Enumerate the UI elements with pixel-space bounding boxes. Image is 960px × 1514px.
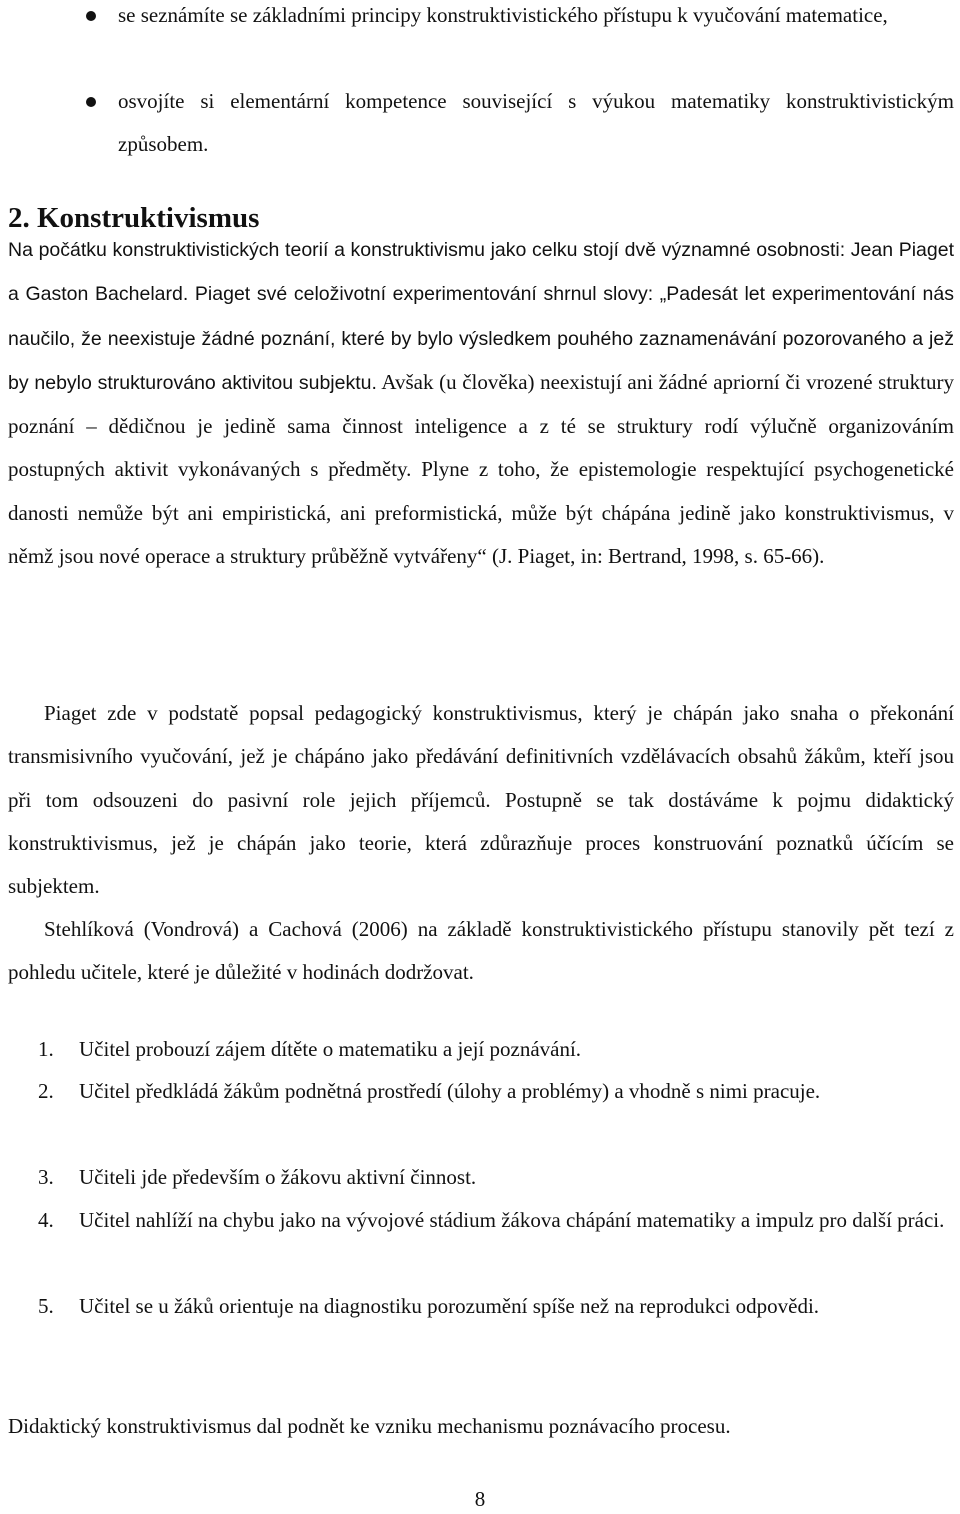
list-number: 4. bbox=[38, 1208, 54, 1232]
closing-sentence: Didaktický konstruktivismus dal podnět ke vzniku mechanismu poznávacího procesu. bbox=[8, 1414, 731, 1438]
paragraph-intro bbox=[8, 228, 954, 578]
list-item: Učitel nahlíží na chybu jako na vývojové stádium žákova chápání matematiky a impulz pro další práci. bbox=[79, 1208, 945, 1232]
list-number: 5. bbox=[38, 1294, 54, 1318]
paragraph-theses-intro: Stehlíková (Vondrová) a Cachová (2006) na základě konstruktivistického přístupu stanovily pět tezí z pohledu učitele, které je důležité v hodinách dodržovat. bbox=[8, 917, 954, 985]
list-item: Učitel se u žáků orientuje na diagnostiku porozumění spíše než na reprodukci odpovědi. bbox=[79, 1294, 820, 1318]
bullet-icon bbox=[86, 11, 96, 21]
list-item: osvojíte si elementární kompetence související s výukou matematiky konstruktivistickým způsobem. bbox=[118, 89, 954, 156]
list-item: Učitel probouzí zájem dítěte o matematiku a její poznávání. bbox=[79, 1037, 582, 1061]
list-item: Učiteli jde především o žákovu aktivní činnost. bbox=[79, 1165, 477, 1189]
list-item: Učitel předkládá žákům podnětná prostředí (úlohy a problémy) a vhodně s nimi pracuje. bbox=[79, 1079, 821, 1103]
list-number: 1. bbox=[38, 1037, 54, 1061]
page-number: 8 bbox=[474, 1487, 486, 1511]
section-heading: 2. Konstruktivismus bbox=[8, 202, 260, 234]
bullet-icon bbox=[86, 97, 96, 107]
list-number: 3. bbox=[38, 1165, 54, 1189]
list-item: se seznámíte se základními principy konstruktivistického přístupu k vyučování matematice, bbox=[118, 3, 888, 27]
paragraph-intro-quote-end: Avšak (u člověka) neexistují ani žádné apriorní či vrozené struktury poznání – dědičnou je jedině sama činnost inteligence a z té se struktury rodí výlučně organizováním postupných aktivit vykonávaných s předměty. Plyne z toho, že epistemologie respektující psychogenetické danosti nemůže být ani empiristická, ani preformistická, může být chápána jedině jako konstruktivismus, v němž jsou nové operace a struktury průběžně vytvářeny“ (J. Piaget, in: Bertrand, 1998, s. 65-66). bbox=[8, 369, 955, 569]
list-number: 2. bbox=[38, 1079, 54, 1103]
paragraph-pedagogical: Piaget zde v podstatě popsal pedagogický konstruktivismus, který je chápán jako snaha o překonání transmisivního vyučování, jež je chápáno jako předávání definitivních vzdělávacích obsahů žákům, kteří jsou při tom odsouzeni do pasivní role jejich příjemců. Postupně se tak dostáváme k pojmu didaktický konstruktivismus, jež je chápán jako teorie, která zdůrazňuje proces konstruování poznatků účícím se subjektem. bbox=[8, 701, 954, 899]
paragraph-intro-quote-start: Na počátku konstruktivistických teorií a konstruktivismu jako celku stojí dvě významné osobnosti: Jean Piaget a Gaston Bachelard. Piaget své celoživotní experimentování shrnul slovy: „Padesát let experimentování nás naučilo, že neexistuje žádné poznání, které by bylo výsledkem pouhého zaznamenávání pozorovaného a jež by nebylo strukturováno aktivitou subjektu. bbox=[8, 239, 954, 394]
